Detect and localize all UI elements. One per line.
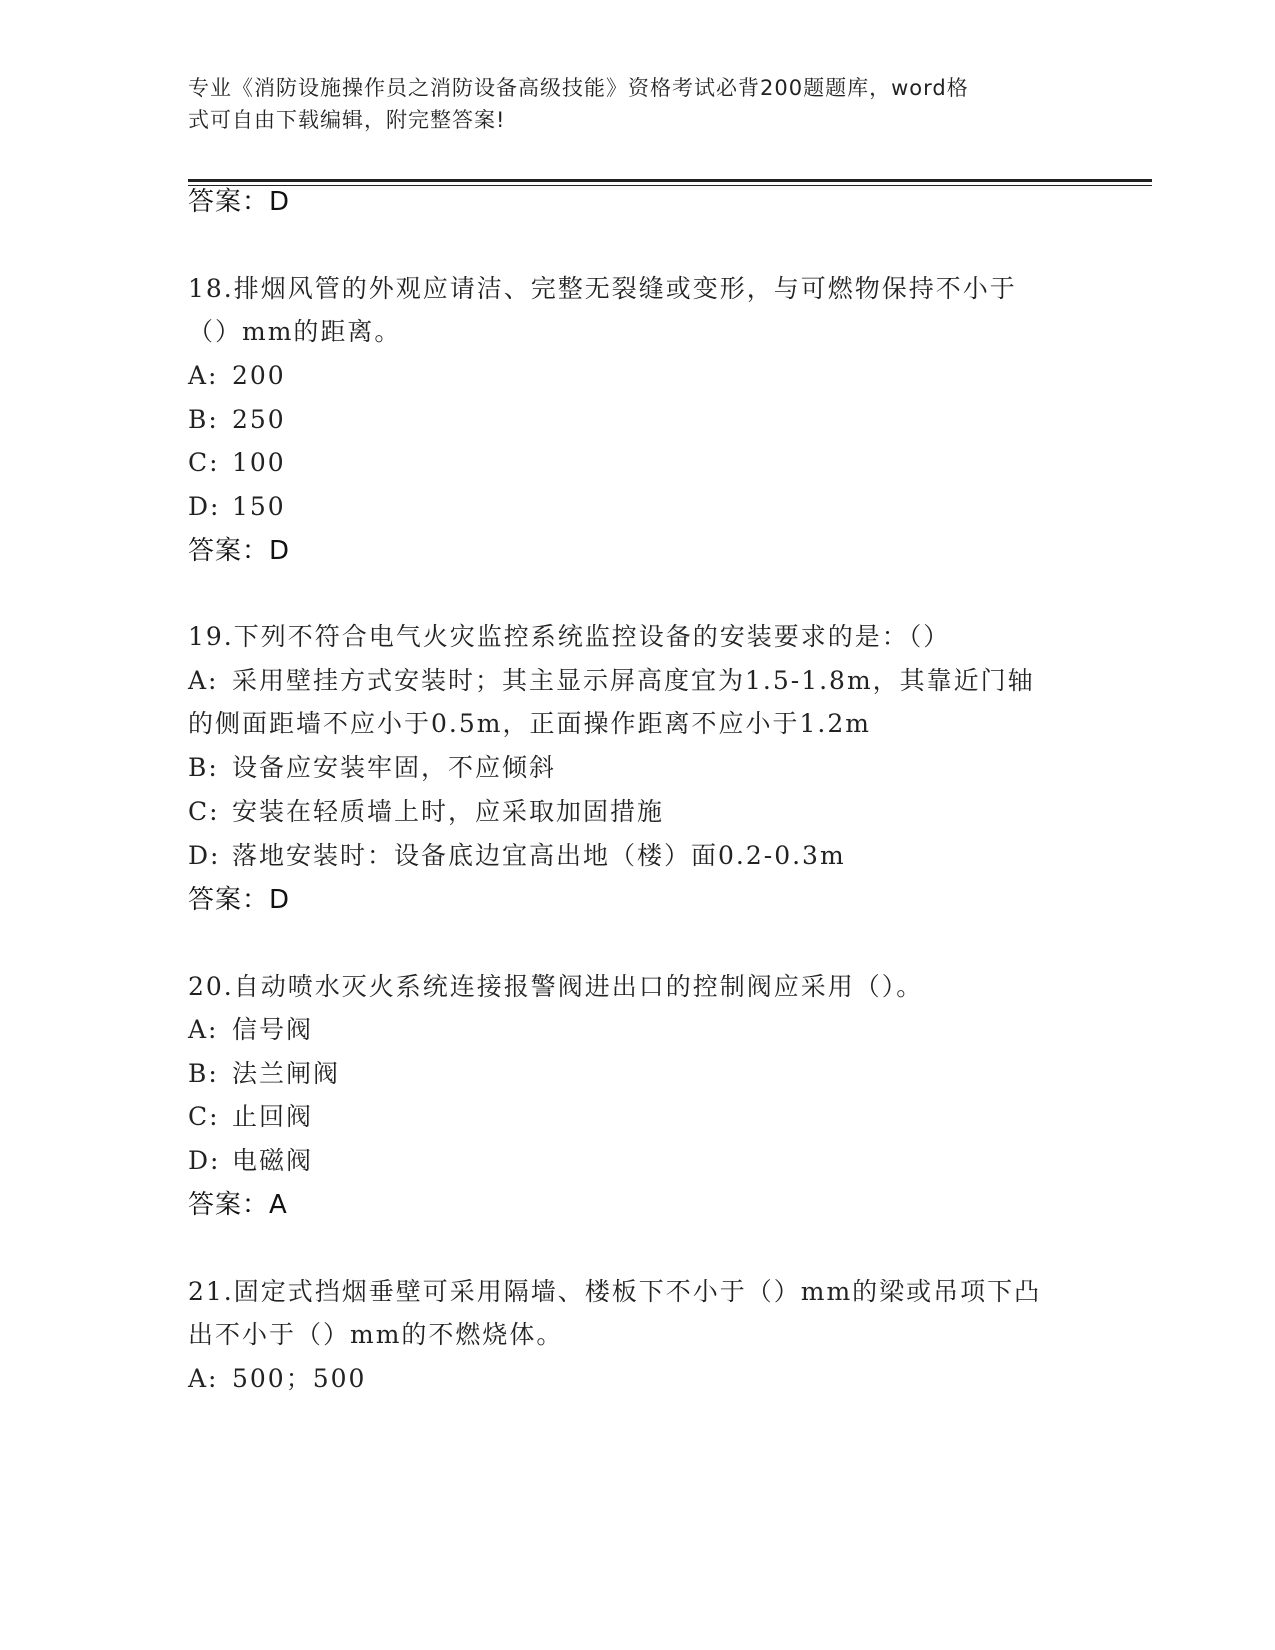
header-line-1: 专业《消防设施操作员之消防设备高级技能》资格考试必背200题题库，word格 [188,76,969,100]
option-a-text: 500；500 [232,1364,367,1393]
option-b-text: 250 [232,405,286,434]
option-d-text: 电磁阀 [232,1146,314,1175]
option-d-label: D: [188,1146,221,1175]
question-18-stem-line-2: （）mm的距离。 [188,317,402,346]
question-18-option-b [188,404,286,436]
option-d-label: D: [188,841,221,870]
question-19-option-a [188,665,1035,697]
document-header [188,72,1068,136]
option-c-text: 安装在轻质墙上时，应采取加固措施 [232,797,665,826]
option-c-text: 100 [232,448,286,477]
option-a-label: A: [188,1364,219,1393]
question-21-stem-line-1: 21.固定式挡烟垂壁可采用隔墙、楼板下不小于（）mm的梁或吊项下凸 [188,1277,1042,1306]
option-a-label: A: [188,361,219,390]
option-c-label: C: [188,1102,220,1131]
option-a-text-line-1: 采用壁挂方式安装时；其主显示屏高度宜为1.5-1.8m，其靠近门轴 [232,666,1035,695]
option-b-label: B: [188,405,219,434]
option-a-label: A: [188,1015,219,1044]
option-d-text: 落地安装时：设备底边宜高出地（楼）面0.2-0.3m [232,841,846,870]
option-d-label: D: [188,492,221,521]
option-a-text: 200 [232,361,286,390]
question-18-stem-line-1: 18.排烟风管的外观应请洁、完整无裂缝或变形，与可燃物保持不小于 [188,274,1017,303]
option-b-text: 设备应安装牢固，不应倾斜 [232,753,557,782]
header-line-2: 式可自由下载编辑，附完整答案! [188,108,506,132]
question-20-option-d [188,1145,313,1177]
question-18-option-a [188,360,286,392]
option-d-text: 150 [232,492,286,521]
option-c-label: C: [188,797,220,826]
question-19-option-b [188,752,556,784]
header-divider-thin [188,185,1152,186]
question-19-option-d [188,840,846,872]
question-19-option-c [188,796,664,828]
option-b-label: B: [188,753,219,782]
question-18-option-c [188,447,286,479]
question-19-stem: 19.下列不符合电气火灾监控系统监控设备的安装要求的是：（） [188,622,951,651]
question-20-option-a [188,1014,313,1046]
option-b-text: 法兰闸阀 [232,1059,341,1088]
answer-17: 答案：D [188,187,291,217]
question-18-option-d [188,491,286,523]
option-c-label: C: [188,448,220,477]
option-c-text: 止回阀 [232,1102,314,1131]
question-21-option-a [188,1363,366,1395]
option-a-text: 信号阀 [232,1015,314,1044]
answer-18: 答案：D [188,536,291,566]
header-divider-thick [188,179,1152,182]
option-a-label: A: [188,666,219,695]
answer-19: 答案：D [188,885,291,915]
question-19-option-a-line-2: 的侧面距墙不应小于0.5m，正面操作距离不应小于1.2m [188,709,871,738]
question-20-option-c [188,1101,313,1133]
question-20-option-b [188,1058,340,1090]
question-21-stem-line-2: 出不小于（）mm的不燃烧体。 [188,1320,564,1349]
option-b-label: B: [188,1059,219,1088]
answer-20: 答案：A [188,1190,288,1220]
question-20-stem: 20.自动喷水灭火系统连接报警阀进出口的控制阀应采用（）。 [188,972,924,1001]
